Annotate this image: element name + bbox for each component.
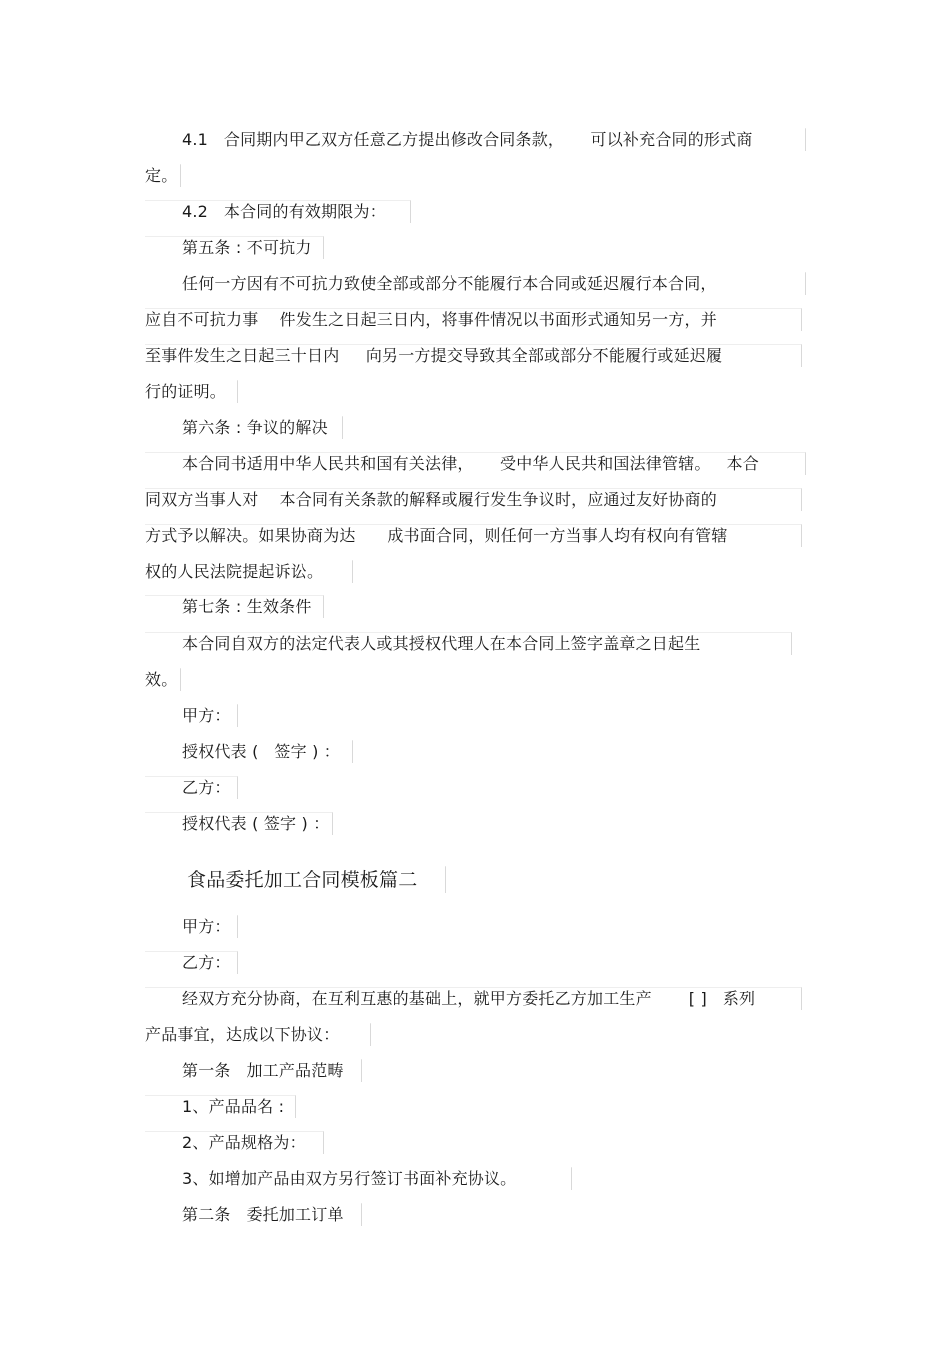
guide-mark <box>145 812 333 835</box>
party-b-representative-label: 授权代表 ( 签字 ) ： <box>182 814 330 833</box>
agreement-intro-line: 产品事宜，达成以下协议： <box>145 1025 340 1044</box>
guide-mark <box>180 668 181 691</box>
article-6-paragraph-line: 权的人民法院提起诉讼。 <box>145 562 324 581</box>
clause-4-2-text: 4.2 本合同的有效期限为： <box>182 202 386 221</box>
party-a-label: 甲方： <box>182 706 231 725</box>
article-5-paragraph-line: 任何一方因有不可抗力致使全部或部分不能履行本合同或延迟履行本合同， <box>182 274 717 293</box>
guide-mark <box>361 1059 362 1082</box>
guide-mark <box>145 308 802 331</box>
article-5-heading: 第五条 : 不可抗力 <box>182 238 312 257</box>
article-5-paragraph-line: 应自不可抗力事 件发生之日起三日内，将事件情况以书面形式通知另一方，并 <box>145 310 717 329</box>
guide-mark <box>145 344 802 367</box>
guide-mark <box>237 915 238 938</box>
guide-mark <box>352 740 353 763</box>
guide-mark <box>445 866 446 893</box>
guide-mark <box>237 704 238 727</box>
article-7-paragraph-line: 效。 <box>145 670 178 689</box>
article-5-paragraph-line: 至事件发生之日起三十日内 向另一方提交导致其全部或部分不能履行或延迟履 <box>145 346 723 365</box>
clause-4-1-text: 4.1 合同期内甲乙双方任意乙方提出修改合同条款， 可以补充合同的形式商 <box>182 130 753 149</box>
guide-mark <box>180 164 181 187</box>
clause-4-1-continuation: 定。 <box>145 166 178 185</box>
article-5-paragraph-line: 行的证明。 <box>145 382 227 401</box>
agreement-intro-line: 经双方充分协商，在互利互惠的基础上，就甲方委托乙方加工生产 [ ] 系列 <box>182 989 756 1008</box>
article-6-paragraph-line: 方式予以解决。如果协商为达 成书面合同，则任何一方当事人均有权向有管辖 <box>145 526 728 545</box>
guide-mark <box>361 1203 362 1226</box>
guide-mark <box>145 200 411 223</box>
article-6-paragraph-line: 本合同书适用中华人民共和国有关法律， 受中华人民共和国法律管辖。 本合 <box>182 454 759 473</box>
guide-mark <box>145 1131 324 1154</box>
guide-mark <box>145 488 802 511</box>
article-6-paragraph-line: 同双方当事人对 本合同有关条款的解释或履行发生争议时，应通过友好协商的 <box>145 490 717 509</box>
product-name-item: 1、产品品名 : <box>182 1097 285 1116</box>
guide-mark <box>370 1023 371 1046</box>
party-b-label: 乙方： <box>182 778 231 797</box>
article-7-paragraph-line: 本合同自双方的法定代表人或其授权代理人在本合同上签字盖章之日起生 <box>182 634 701 653</box>
guide-mark <box>237 380 238 403</box>
guide-mark <box>145 987 802 1010</box>
guide-mark <box>145 236 324 259</box>
article-2-heading: 第二条 委托加工订单 <box>182 1205 344 1224</box>
product-addition-item: 3、如增加产品由双方另行签订书面补充协议。 <box>182 1169 517 1188</box>
section-title: 食品委托加工合同模板篇二 <box>187 869 418 891</box>
product-spec-item: 2、产品规格为： <box>182 1133 306 1152</box>
guide-mark <box>145 632 792 655</box>
guide-mark <box>145 1095 296 1118</box>
guide-mark <box>145 452 806 475</box>
guide-mark <box>145 951 238 974</box>
party-a-representative-label: 授权代表 ( 签字 ) ： <box>182 742 341 761</box>
guide-mark <box>805 272 806 295</box>
article-6-heading: 第六条 : 争议的解决 <box>182 418 328 437</box>
party-b-label: 乙方： <box>182 953 231 972</box>
article-7-heading: 第七条 : 生效条件 <box>182 597 312 616</box>
guide-mark <box>145 524 802 547</box>
article-1-heading: 第一条 加工产品范畴 <box>182 1061 344 1080</box>
guide-mark <box>145 595 324 618</box>
guide-mark <box>352 560 353 583</box>
party-a-label: 甲方： <box>182 917 231 936</box>
guide-mark <box>805 128 806 151</box>
guide-mark <box>145 776 238 799</box>
guide-mark <box>571 1167 572 1190</box>
guide-mark <box>342 416 343 439</box>
